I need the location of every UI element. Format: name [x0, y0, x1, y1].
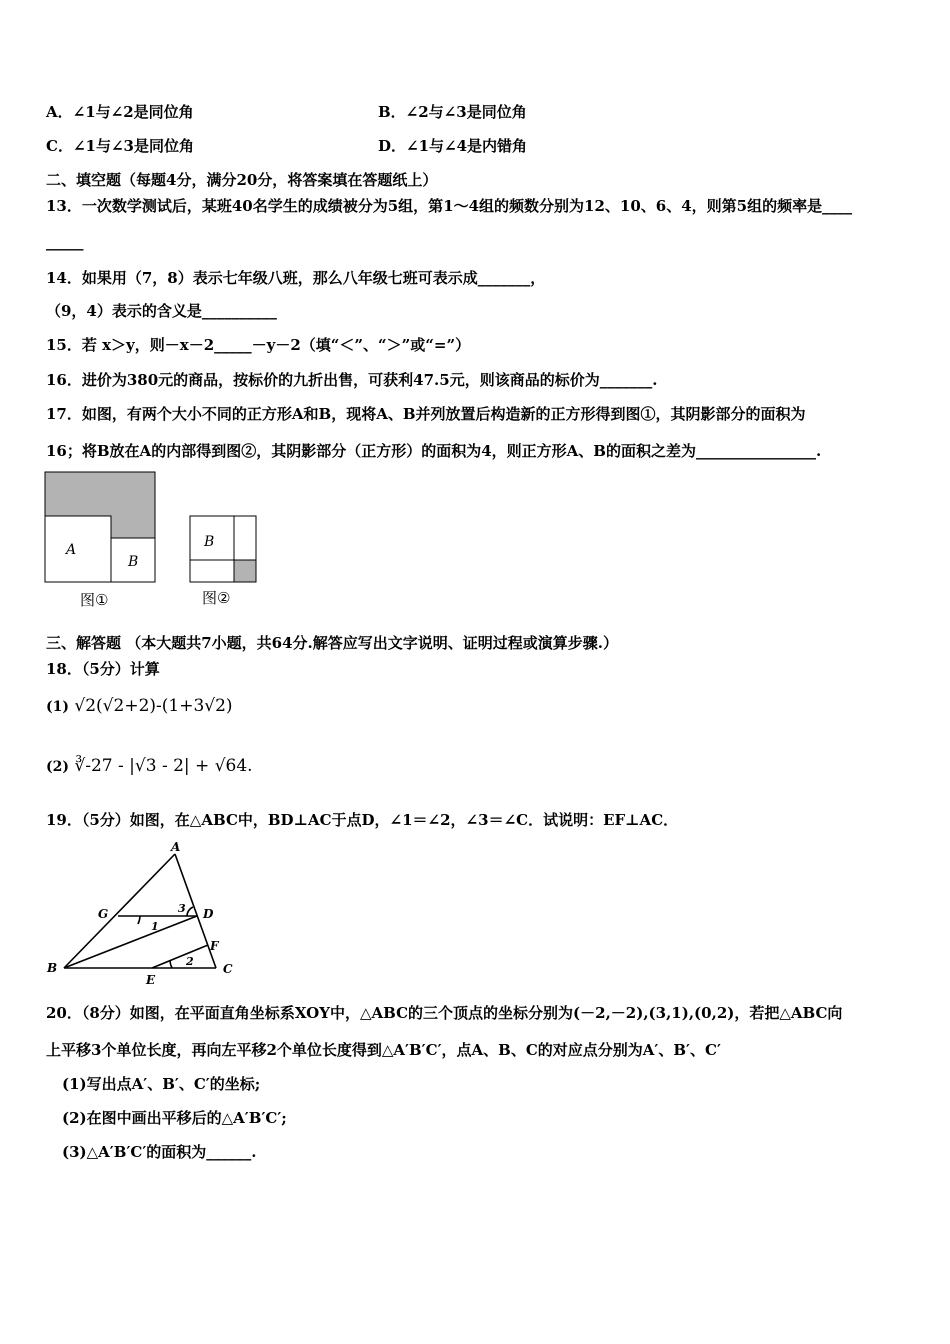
q20-sub2: (2)在图中画出平移后的△A′B′C′;	[62, 1109, 287, 1127]
label-a: A	[171, 840, 181, 854]
option-c: C．∠1与∠3是同位角	[46, 137, 194, 155]
label-e: E	[146, 973, 156, 987]
q18-part1-label: (1)	[46, 699, 69, 715]
label-c: C	[223, 962, 233, 976]
q13-line2: _____	[46, 233, 84, 251]
segment-ef	[152, 945, 208, 968]
label-angle-3: 3	[178, 902, 186, 915]
q19-figure	[44, 840, 244, 990]
q18-part2-label: (2)	[46, 759, 69, 775]
fig1-square-a	[45, 516, 111, 582]
q17-figure	[44, 470, 274, 615]
option-a: A．∠1与∠2是同位角	[46, 103, 194, 121]
fig2-label-b: B	[204, 534, 215, 550]
q13-line1: 13．一次数学测试后，某班40名学生的成绩被分为5组，第1～4组的频数分别为12、10、6、4，则第5组的频率是____	[46, 197, 853, 215]
side-ab	[64, 854, 175, 968]
section-2-heading: 二、填空题（每题4分，满分20分，将答案填在答题纸上）	[46, 171, 438, 189]
label-angle-1: 1	[151, 920, 159, 933]
label-d: D	[203, 907, 214, 921]
fig1-label-a: A	[66, 542, 77, 558]
label-f: F	[210, 939, 219, 953]
option-d: D．∠1与∠4是内错角	[378, 137, 528, 155]
fig1-caption: 图①	[80, 591, 109, 609]
angle-2-arc	[170, 961, 172, 968]
q20-sub3: (3)△A′B′C′的面积为______.	[62, 1143, 257, 1161]
q19-triangle-svg	[44, 840, 244, 990]
option-b: B．∠2与∠3是同位角	[378, 103, 527, 121]
angle-1-arc	[138, 916, 140, 924]
q18-part1	[46, 694, 233, 719]
q18-part2	[46, 754, 253, 779]
segment-bd	[64, 916, 197, 968]
section-3-heading: 三、解答题 （本大题共7小题，共64分.解答应写出文字说明、证明过程或演算步骤.）	[46, 634, 618, 652]
fig2-caption: 图②	[202, 589, 231, 607]
q14-line1: 14．如果用（7，8）表示七年级八班，那么八年级七班可表示成_______，	[46, 269, 546, 287]
fig1-label-b: B	[128, 554, 139, 570]
fig2-shaded-square	[234, 560, 256, 582]
label-angle-2: 2	[186, 955, 194, 968]
q16: 16．进价为380元的商品，按标价的九折出售，可获利47.5元，则该商品的标价为_______.	[46, 371, 658, 389]
q18-part2-expr: ∛-27 - |√3 - 2| + √64.	[74, 756, 253, 776]
q15: 15．若 x＞y，则－x－2_____－y－2（填“＜”、“＞”或“=”）	[46, 336, 471, 354]
q19: 19．（5分）如图，在△ABC中，BD⊥AC于点D，∠1＝∠2，∠3＝∠C．试说明：EF⊥AC．	[46, 811, 679, 829]
label-g: G	[98, 907, 109, 921]
q18-part1-expr: √2(√2+2)-(1+3√2)	[74, 696, 233, 716]
q17-line2: 16；将B放在A的内部得到图②，其阴影部分（正方形）的面积为4，则正方形A、B的面积之差为________________.	[46, 442, 822, 460]
q18-title: 18．（5分）计算	[46, 660, 160, 678]
q20-line2: 上平移3个单位长度，再向左平移2个单位长度得到△A′B′C′，点A、B、C的对应点分别为A′、B′、C′	[46, 1041, 721, 1059]
q14-line2: （9，4）表示的含义是__________	[46, 302, 277, 320]
angle-3-arc	[187, 907, 193, 916]
q20-line1: 20．（8分）如图，在平面直角坐标系XOY中，△ABC的三个顶点的坐标分别为(－2,－2),(3,1),(0,2)，若把△ABC向	[46, 1004, 843, 1022]
q17-figure-svg	[44, 470, 274, 615]
label-b: B	[47, 961, 58, 975]
q20-sub1: (1)写出点A′、B′、C′的坐标;	[62, 1075, 261, 1093]
q17-line1: 17．如图，有两个大小不同的正方形A和B，现将A、B并列放置后构造新的正方形得到图①，其阴影部分的面积为	[46, 405, 806, 423]
